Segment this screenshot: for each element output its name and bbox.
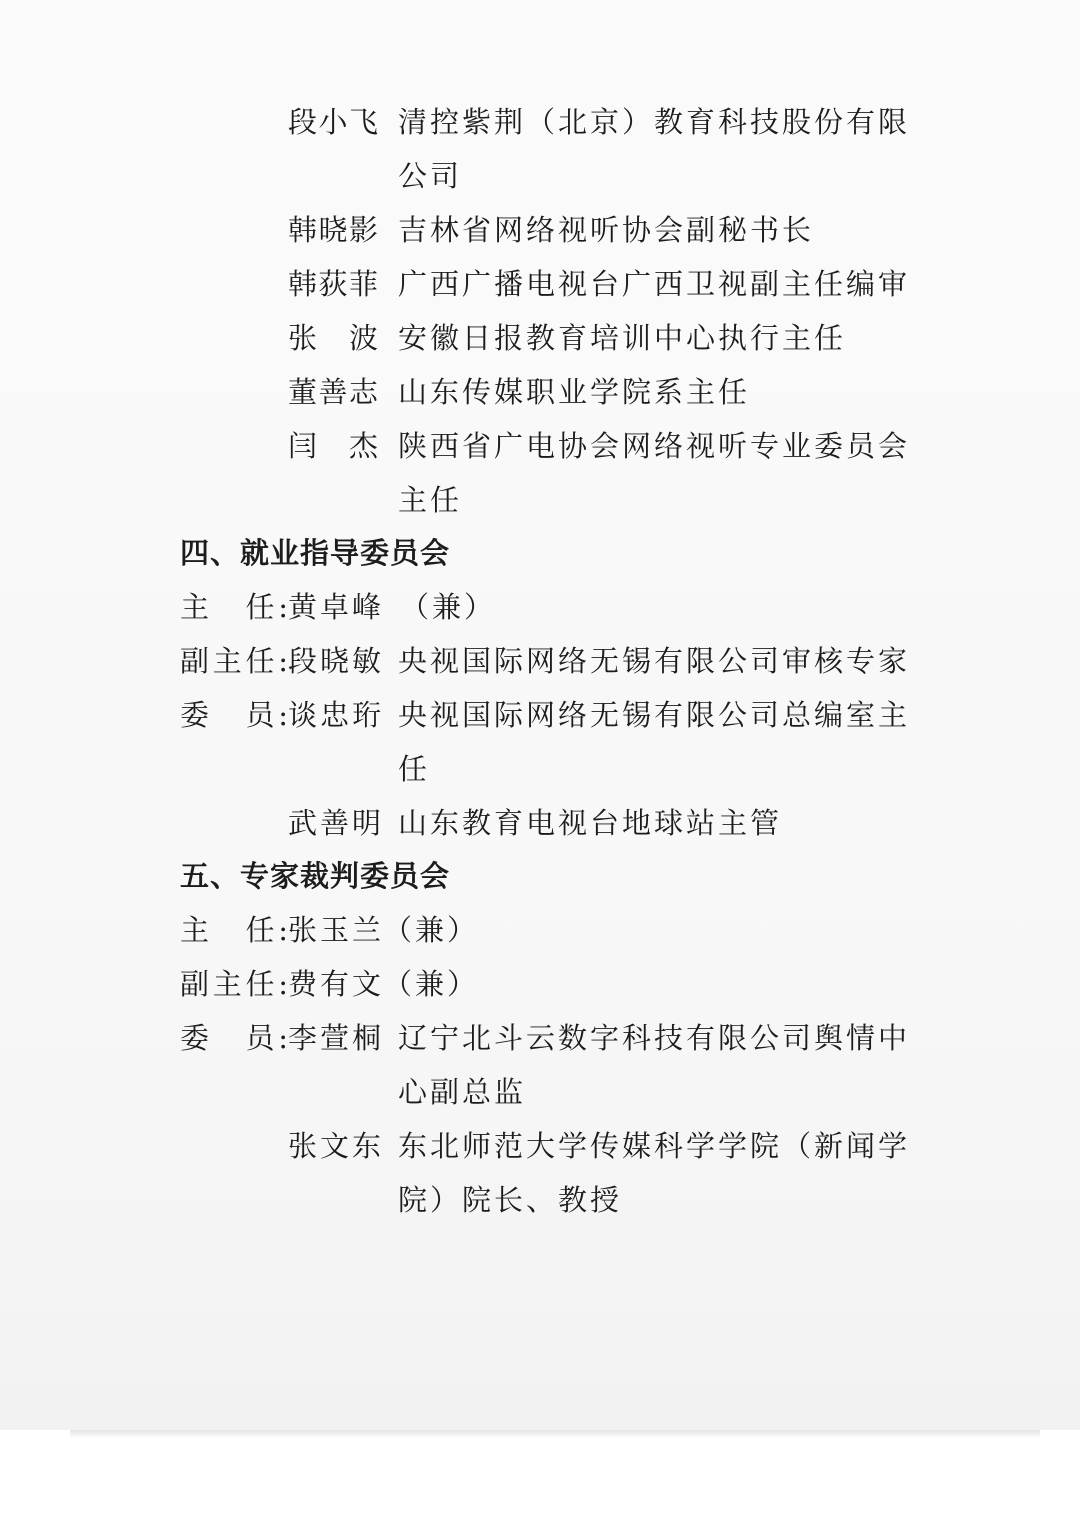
member-row — [288, 372, 378, 412]
member-org: 陕西省广电协会网络视听专业委员会 — [398, 429, 911, 463]
member-org-continued: 任 — [398, 752, 431, 786]
member-org: 东北师范大学传媒科学学院（新闻学 — [398, 1129, 911, 1163]
role-label: 主 任: — [180, 913, 288, 947]
member-org-continued: 公司 — [398, 159, 463, 193]
member-org: 山东教育电视台地球站主管 — [398, 806, 783, 840]
member-org-continued: 心副总监 — [398, 1075, 527, 1109]
member-org-continued: 院）院长、教授 — [398, 1183, 623, 1217]
member-name: 张文东 — [288, 1129, 385, 1163]
member-name: 张 波 — [288, 321, 378, 355]
member-org: 山东传媒职业学院系主任 — [398, 375, 751, 409]
member-org-continued: 主任 — [398, 483, 463, 517]
member-name: 谈忠珩 — [288, 698, 385, 732]
director-name: 黄卓峰 — [288, 590, 385, 624]
member-name: 韩荻菲 — [288, 267, 378, 301]
member-org: 央视国际网络无锡有限公司总编室主 — [398, 698, 911, 732]
member-name: 武善明 — [288, 806, 385, 840]
role-label: 主 任: — [180, 590, 288, 624]
role-label: 副主任: — [180, 967, 288, 1001]
concurrent-note: （兼） — [400, 590, 497, 624]
member-name: 韩晓影 — [288, 213, 378, 247]
section-heading: 四、就业指导委员会 — [180, 536, 451, 570]
member-name: 李萱桐 — [288, 1021, 385, 1055]
member-org: 辽宁北斗云数字科技有限公司舆情中 — [398, 1021, 911, 1055]
member-name: 段小飞 — [288, 105, 378, 139]
member-org: 安徽日报教育培训中心执行主任 — [398, 321, 847, 355]
member-org: 央视国际网络无锡有限公司审核专家 — [398, 644, 911, 678]
member-name: 闫 杰 — [288, 429, 378, 463]
member-row — [288, 426, 378, 466]
member-name: 董善志 — [288, 375, 378, 409]
role-label: 副主任: — [180, 644, 288, 678]
member-org: 清控紫荆（北京）教育科技股份有限 — [398, 105, 911, 139]
member-row — [288, 318, 378, 358]
role-label: 委 员: — [180, 698, 288, 732]
director-name: 张玉兰 — [288, 913, 385, 947]
deputy-name: 段晓敏 — [288, 644, 385, 678]
section-heading: 五、专家裁判委员会 — [180, 859, 451, 893]
member-row — [288, 102, 378, 142]
deputy-name: 费有文 — [288, 967, 385, 1001]
member-row — [288, 264, 378, 304]
paper-edge-shadow — [70, 1430, 1040, 1438]
concurrent-note: （兼） — [383, 913, 480, 947]
member-org: 广西广播电视台广西卫视副主任编审 — [398, 267, 911, 301]
role-label: 委 员: — [180, 1021, 288, 1055]
member-org: 吉林省网络视听协会副秘书长 — [398, 213, 815, 247]
member-row — [288, 210, 378, 250]
concurrent-note: （兼） — [383, 967, 480, 1001]
